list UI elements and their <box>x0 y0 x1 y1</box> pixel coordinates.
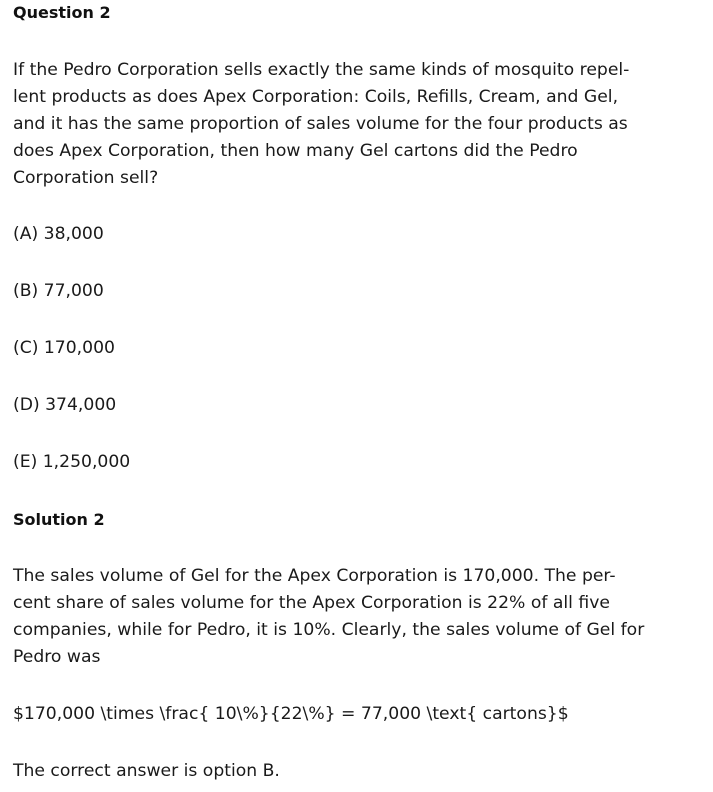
question-line: If the Pedro Corporation sells exactly the same kinds of mosquito repel- <box>13 60 630 80</box>
solution-conclusion: The correct answer is option B. <box>13 761 280 781</box>
solution-text <box>13 563 703 671</box>
solution-line: companies, while for Pedro, it is 10%. Clearly, the sales volume of Gel for <box>13 620 645 640</box>
question-line: Corporation sell? <box>13 168 159 188</box>
solution-line: The sales volume of Gel for the Apex Corporation is 170,000. The per- <box>13 566 616 586</box>
solution-heading: Solution 2 <box>13 510 105 529</box>
question-line: and it has the same proportion of sales volume for the four products as <box>13 114 628 134</box>
question-heading: Question 2 <box>13 3 111 22</box>
solution-line: cent share of sales volume for the Apex Corporation is 22% of all five <box>13 593 610 613</box>
option-e: (E) 1,250,000 <box>13 452 131 472</box>
option-c: (C) 170,000 <box>13 338 115 358</box>
question-line: lent products as does Apex Corporation: Coils, Refills, Cream, and Gel, <box>13 87 619 107</box>
solution-line: Pedro was <box>13 647 101 667</box>
question-text <box>13 57 703 192</box>
option-a: (A) 38,000 <box>13 224 104 244</box>
question-line: does Apex Corporation, then how many Gel cartons did the Pedro <box>13 141 578 161</box>
solution-formula: $170,000 \times \frac{ 10\%}{22\%} = 77,000 \text{ cartons}$ <box>13 704 569 724</box>
option-b: (B) 77,000 <box>13 281 104 301</box>
option-d: (D) 374,000 <box>13 395 117 415</box>
